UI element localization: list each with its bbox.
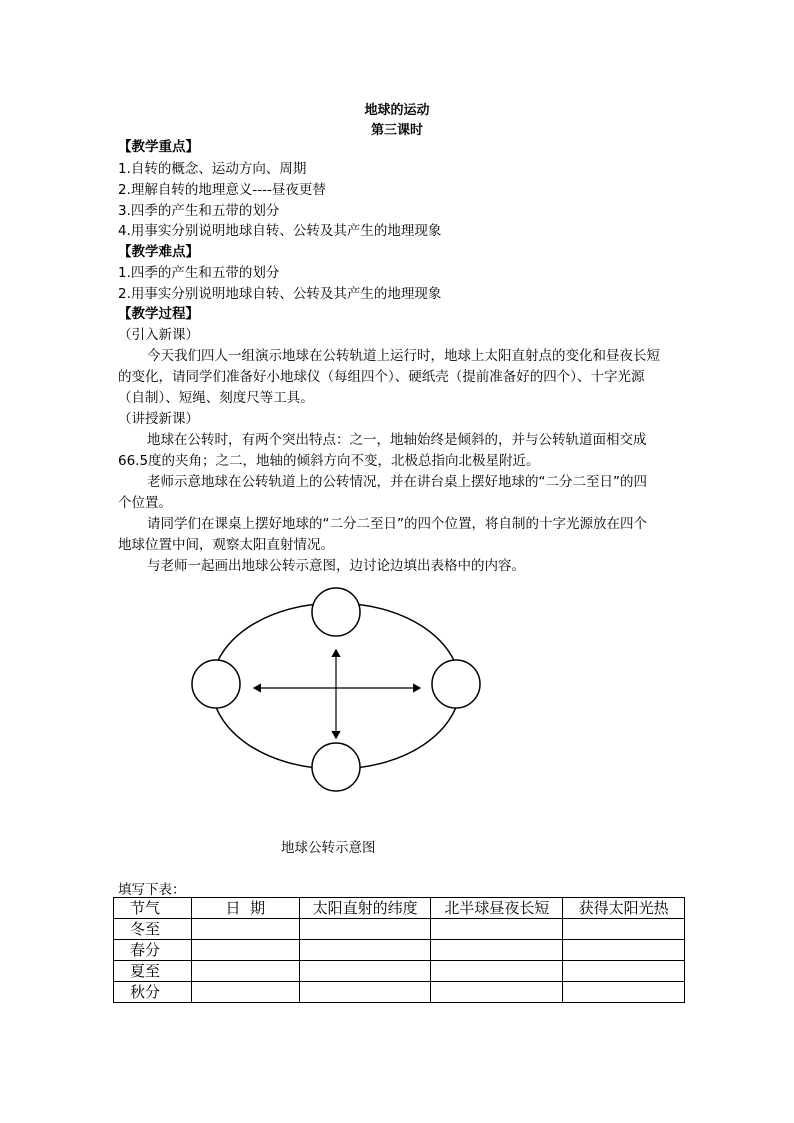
lecture-paragraph-2-line-2: 个位置。 [118, 495, 172, 511]
difficulty-item-2: 2.用事实分别说明地球自转、公转及其产生的地理现象 [118, 286, 442, 302]
intro-label: （引入新课） [118, 327, 199, 343]
table-cell[interactable] [191, 940, 299, 961]
table-row-label: 冬至 [114, 919, 192, 940]
table-cell[interactable] [299, 961, 431, 982]
diagram-caption: 地球公转示意图 [281, 840, 376, 856]
table-cell[interactable] [191, 961, 299, 982]
lecture-paragraph-3-line-2: 地球位置中间，观察太阳直射情况。 [118, 537, 334, 553]
earth-circle-bottom [312, 743, 360, 791]
table-row-label: 秋分 [114, 982, 192, 1003]
focus-heading: 【教学重点】 [118, 139, 199, 155]
earth-revolution-diagram [180, 580, 500, 800]
intro-paragraph-line-3: （自制）、短绳、刻度尺等工具。 [118, 390, 314, 406]
table-cell[interactable] [299, 982, 431, 1003]
table-header-row [114, 898, 685, 919]
table-row [114, 940, 685, 961]
intro-paragraph-line-2: 的变化，请同学们准备好小地球仪（每组四个）、硬纸壳（提前准备好的四个）、十字光源 [118, 369, 645, 385]
table-cell[interactable] [431, 982, 563, 1003]
table-cell[interactable] [191, 919, 299, 940]
table-row [114, 961, 685, 982]
intro-paragraph-line-1: 今天我们四人一组演示地球在公转轨道上运行时，地球上太阳直射点的变化和昼夜长短 [147, 348, 660, 364]
table-row-label: 春分 [114, 940, 192, 961]
table-header-cell: 太阳直射的纬度 [299, 898, 431, 919]
difficulty-heading: 【教学难点】 [118, 244, 199, 260]
table-cell[interactable] [431, 940, 563, 961]
table-row [114, 919, 685, 940]
table-cell[interactable] [431, 961, 563, 982]
table-cell[interactable] [191, 982, 299, 1003]
season-table [113, 897, 685, 1003]
table-header-cell: 获得太阳光热 [563, 898, 685, 919]
table-cell[interactable] [431, 919, 563, 940]
table-cell[interactable] [563, 940, 685, 961]
lecture-paragraph-1-line-1: 地球在公转时，有两个突出特点：之一，地轴始终是倾斜的，并与公转轨道面相交成 [147, 432, 647, 448]
table-cell[interactable] [563, 982, 685, 1003]
earth-circle-left [192, 660, 240, 708]
table-header-cell: 节气 [114, 898, 192, 919]
focus-item-2: 2.理解自转的地理意义----昼夜更替 [118, 182, 326, 198]
difficulty-item-1: 1.四季的产生和五带的划分 [118, 265, 280, 281]
table-intro: 填写下表： [118, 882, 186, 898]
lecture-label: （讲授新课） [118, 411, 199, 427]
focus-item-1: 1.自转的概念、运动方向、周期 [118, 161, 307, 177]
lecture-paragraph-2-line-1: 老师示意地球在公转轨道上的公转情况，并在讲台桌上摆好地球的“二分二至日”的四 [147, 474, 647, 490]
table-row [114, 982, 685, 1003]
document-title: 地球的运动 [364, 103, 430, 118]
table-cell[interactable] [563, 919, 685, 940]
earth-circle-right [432, 660, 480, 708]
focus-item-4: 4.用事实分别说明地球自转、公转及其产生的地理现象 [118, 223, 442, 239]
table-cell[interactable] [563, 961, 685, 982]
table-header-cell: 北半球昼夜长短 [431, 898, 563, 919]
table-header-cell: 日 期 [191, 898, 299, 919]
lecture-paragraph-3-line-1: 请同学们在课桌上摆好地球的“二分二至日”的四个位置，将自制的十字光源放在四个 [147, 516, 647, 532]
table-cell[interactable] [299, 919, 431, 940]
lecture-paragraph-4: 与老师一起画出地球公转示意图，边讨论边填出表格中的内容。 [147, 558, 525, 574]
focus-item-3: 3.四季的产生和五带的划分 [118, 203, 280, 219]
table-row-label: 夏至 [114, 961, 192, 982]
table-cell[interactable] [299, 940, 431, 961]
process-heading: 【教学过程】 [118, 306, 199, 322]
document-subtitle: 第三课时 [370, 123, 423, 138]
earth-circle-top [312, 588, 360, 636]
lecture-paragraph-1-line-2: 66.5度的夹角；之二，地轴的倾斜方向不变，北极总指向北极星附近。 [118, 453, 540, 469]
